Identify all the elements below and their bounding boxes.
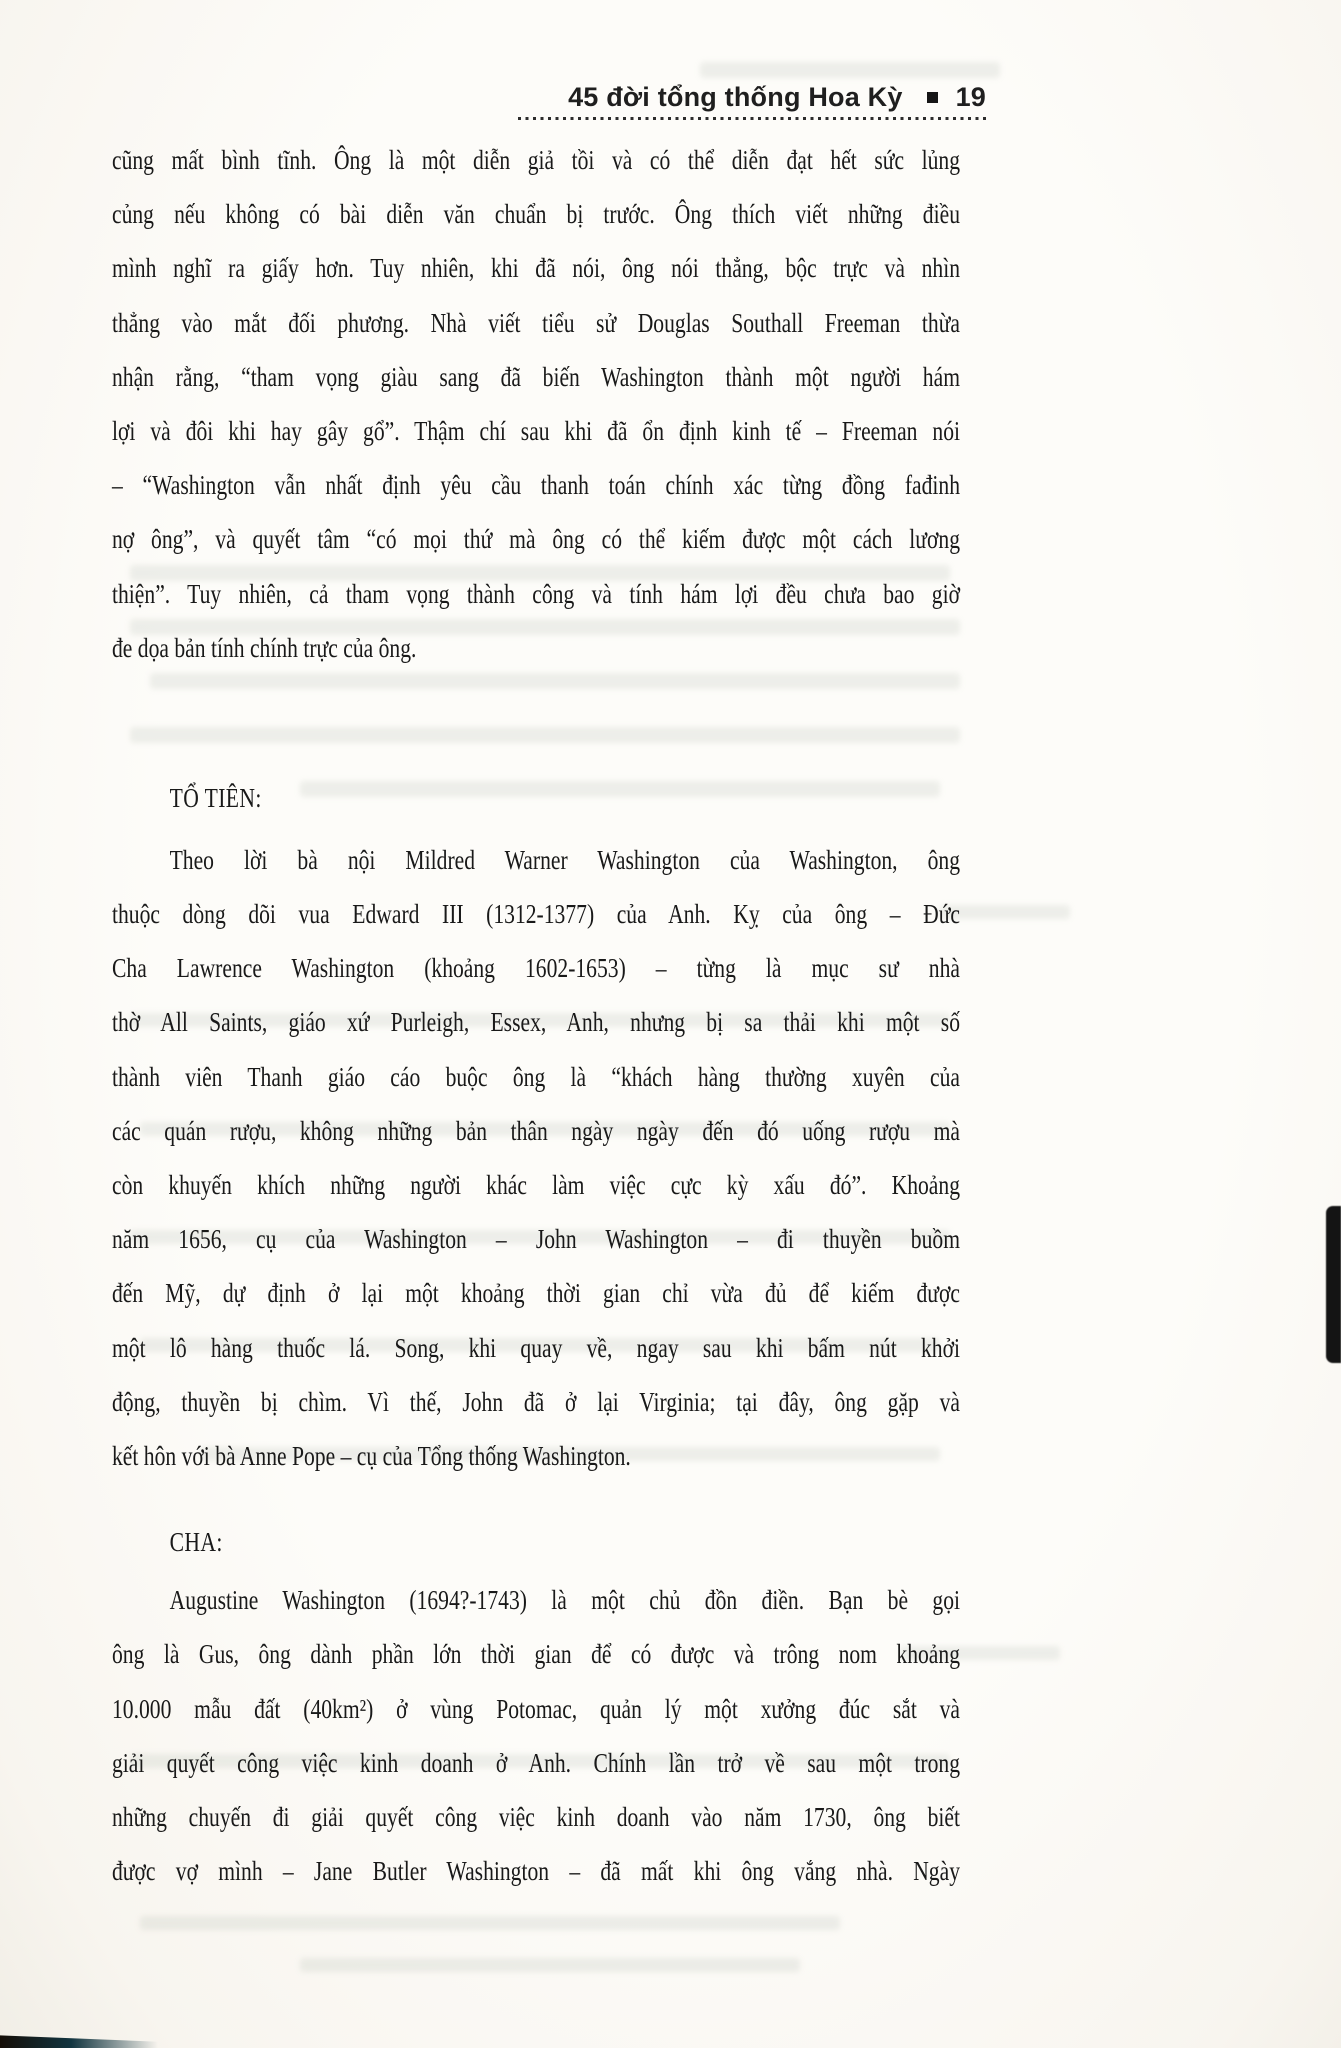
page-header xyxy=(0,82,986,113)
text-line: còn khuyến khích những người khác làm việc cực kỳ xấu đó”. Khoảng xyxy=(112,1170,960,1200)
scan-bleedthrough-artifact xyxy=(700,62,1000,78)
paragraph xyxy=(112,833,960,1483)
text-line: kết hôn với bà Anne Pope – cụ của Tổng thống Washington. xyxy=(112,1440,631,1471)
text-line: thiện”. Tuy nhiên, cả tham vọng thành công và tính hám lợi đều chưa bao giờ xyxy=(112,578,960,609)
text-line: giải quyết công việc kinh doanh ở Anh. Chính lần trở về sau một trong xyxy=(112,1747,960,1778)
text-line: các quán rượu, không những bản thân ngày ngày đến đó uống rượu mà xyxy=(112,1115,960,1146)
text-line: cũng mất bình tĩnh. Ông là một diễn giả tồi và có thể diễn đạt hết sức lủng xyxy=(112,145,960,175)
text-line: Cha Lawrence Washington (khoảng 1602-1653) – từng là mục sư nhà xyxy=(112,953,960,984)
text-line: mình nghĩ ra giấy hơn. Tuy nhiên, khi đã nói, ông nói thẳng, bộc trực và nhìn xyxy=(112,253,960,284)
text-line: được vợ mình – Jane Butler Washington – đã mất khi ông vắng nhà. Ngày xyxy=(112,1856,960,1887)
text-line: thuộc dòng dõi vua Edward III (1312-1377) của Anh. Kỵ của ông – Đức xyxy=(112,899,960,930)
text-line: – “Washington vẫn nhất định yêu cầu thanh toán chính xác từng đồng fađinh xyxy=(112,470,960,501)
text-line: ông là Gus, ông dành phần lớn thời gian để có được và trông nom khoảng xyxy=(112,1639,960,1670)
text-line: 10.000 mẫu đất (40km²) ở vùng Potomac, quản lý một xưởng đúc sắt và xyxy=(112,1693,960,1724)
text-line: đến Mỹ, dự định ở lại một khoảng thời gian chỉ vừa đủ để kiếm được xyxy=(112,1278,960,1309)
scan-bleedthrough-artifact xyxy=(300,1958,800,1972)
text-line: động, thuyền bị chìm. Vì thế, John đã ở lại Virginia; tại đây, ông gặp và xyxy=(112,1386,960,1417)
page-number: 19 xyxy=(955,82,986,112)
text-line: một lô hàng thuốc lá. Song, khi quay về, ngay sau khi bấm nút khởi xyxy=(112,1332,960,1363)
section-heading: CHA: xyxy=(169,1527,223,1558)
book-title: 45 đời tổng thống Hoa Kỳ xyxy=(568,82,903,112)
square-bullet-icon xyxy=(927,92,938,103)
text-line: đe dọa bản tính chính trực của ông. xyxy=(112,632,417,663)
text-line: củng nếu không có bài diễn văn chuẩn bị trước. Ông thích viết những điều xyxy=(112,199,960,230)
text-line: năm 1656, cụ của Washington – John Washington – đi thuyền buồm xyxy=(112,1224,960,1255)
header-dotted-rule xyxy=(518,117,988,120)
text-line: Augustine Washington (1694?-1743) là một chủ đồn điền. Bạn bè gọi xyxy=(169,1585,961,1616)
paragraph xyxy=(112,133,960,675)
corner-mark-artifact xyxy=(0,2034,158,2048)
paragraph xyxy=(112,1573,960,1898)
page-edge-mark-artifact xyxy=(1326,1206,1341,1363)
text-line: Theo lời bà nội Mildred Warner Washington của Washington, ông xyxy=(169,844,961,875)
text-column xyxy=(112,133,960,1898)
text-line: nhận rằng, “tham vọng giàu sang đã biến Washington thành một người hám xyxy=(112,361,960,392)
section-heading: TỔ TIÊN: xyxy=(169,782,262,813)
text-line: thờ All Saints, giáo xứ Purleigh, Essex, Anh, nhưng bị sa thải khi một số xyxy=(112,1007,960,1038)
text-line: thành viên Thanh giáo cáo buộc ông là “khách hàng thường xuyên của xyxy=(112,1061,960,1092)
scan-bleedthrough-artifact xyxy=(140,1916,840,1930)
text-line: nợ ông”, và quyết tâm “có mọi thứ mà ông có thể kiếm được một cách lương xyxy=(112,524,960,555)
text-line: thẳng vào mắt đối phương. Nhà viết tiểu sử Douglas Southall Freeman thừa xyxy=(112,307,960,338)
text-line: những chuyến đi giải quyết công việc kinh doanh vào năm 1730, ông biết xyxy=(112,1801,960,1832)
text-line: lợi và đôi khi hay gây gổ”. Thậm chí sau khi đã ổn định kinh tế – Freeman nói xyxy=(112,415,960,446)
